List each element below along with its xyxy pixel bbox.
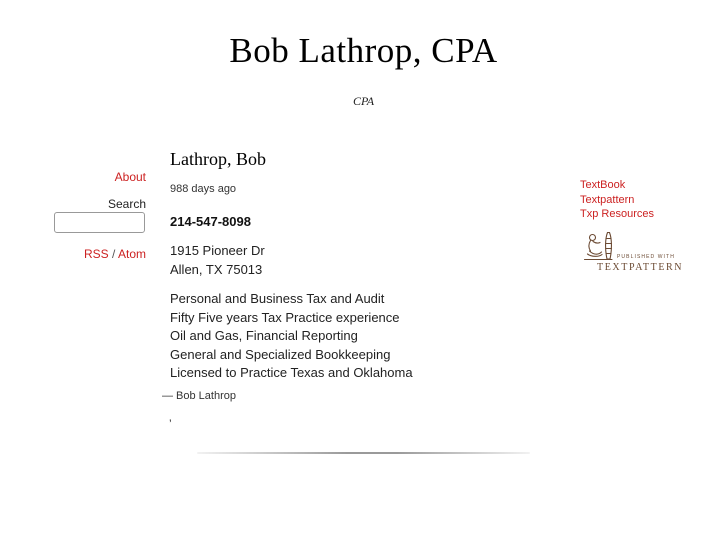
article-posted-date: 988 days ago [170, 183, 237, 195]
site-subtitle: CPA [352, 94, 375, 108]
description-line: Personal and Business Tax and Audit [170, 291, 385, 306]
right-sidebar-links [580, 178, 654, 222]
rss-link[interactable]: RSS [83, 247, 109, 261]
site-title: Bob Lathrop, CPA [229, 31, 498, 70]
description-line: Oil and Gas, Financial Reporting [170, 328, 358, 343]
search-label: Search [107, 197, 146, 211]
sidebar-link-txp-resources[interactable]: Txp Resources [580, 208, 654, 220]
description-line: Fifty Five years Tax Practice experience [170, 309, 400, 325]
article-phone: 214-547-8098 [170, 214, 251, 229]
sidebar-link-textpattern[interactable]: Textpattern [580, 193, 635, 206]
article-description [170, 290, 413, 383]
badge-textpattern-label: TEXTPATTERN [597, 262, 684, 273]
article-title: Lathrop, Bob [170, 149, 266, 169]
description-line: General and Specialized Bookkeeping [170, 346, 391, 362]
search-input[interactable] [54, 212, 145, 233]
address-line: Allen, TX 75013 [170, 262, 263, 277]
badge-published-with-label: PUBLISHED WITH [617, 254, 675, 260]
sidebar-link-textbook[interactable]: TextBook [580, 179, 626, 191]
feed-separator: / [111, 247, 116, 261]
address-line: 1915 Pioneer Dr [170, 243, 265, 258]
textpattern-logo-icon [582, 231, 616, 262]
article-footnote: ’ [169, 417, 172, 431]
description-line: Licensed to Practice Texas and Oklahoma [170, 365, 413, 380]
about-link[interactable]: About [114, 170, 146, 184]
article-signature: — Bob Lathrop [162, 390, 236, 402]
horizontal-divider [197, 452, 530, 454]
article-address [170, 241, 265, 279]
textpattern-badge[interactable] [580, 231, 684, 275]
atom-link[interactable]: Atom [117, 247, 146, 261]
feed-links [84, 247, 146, 261]
